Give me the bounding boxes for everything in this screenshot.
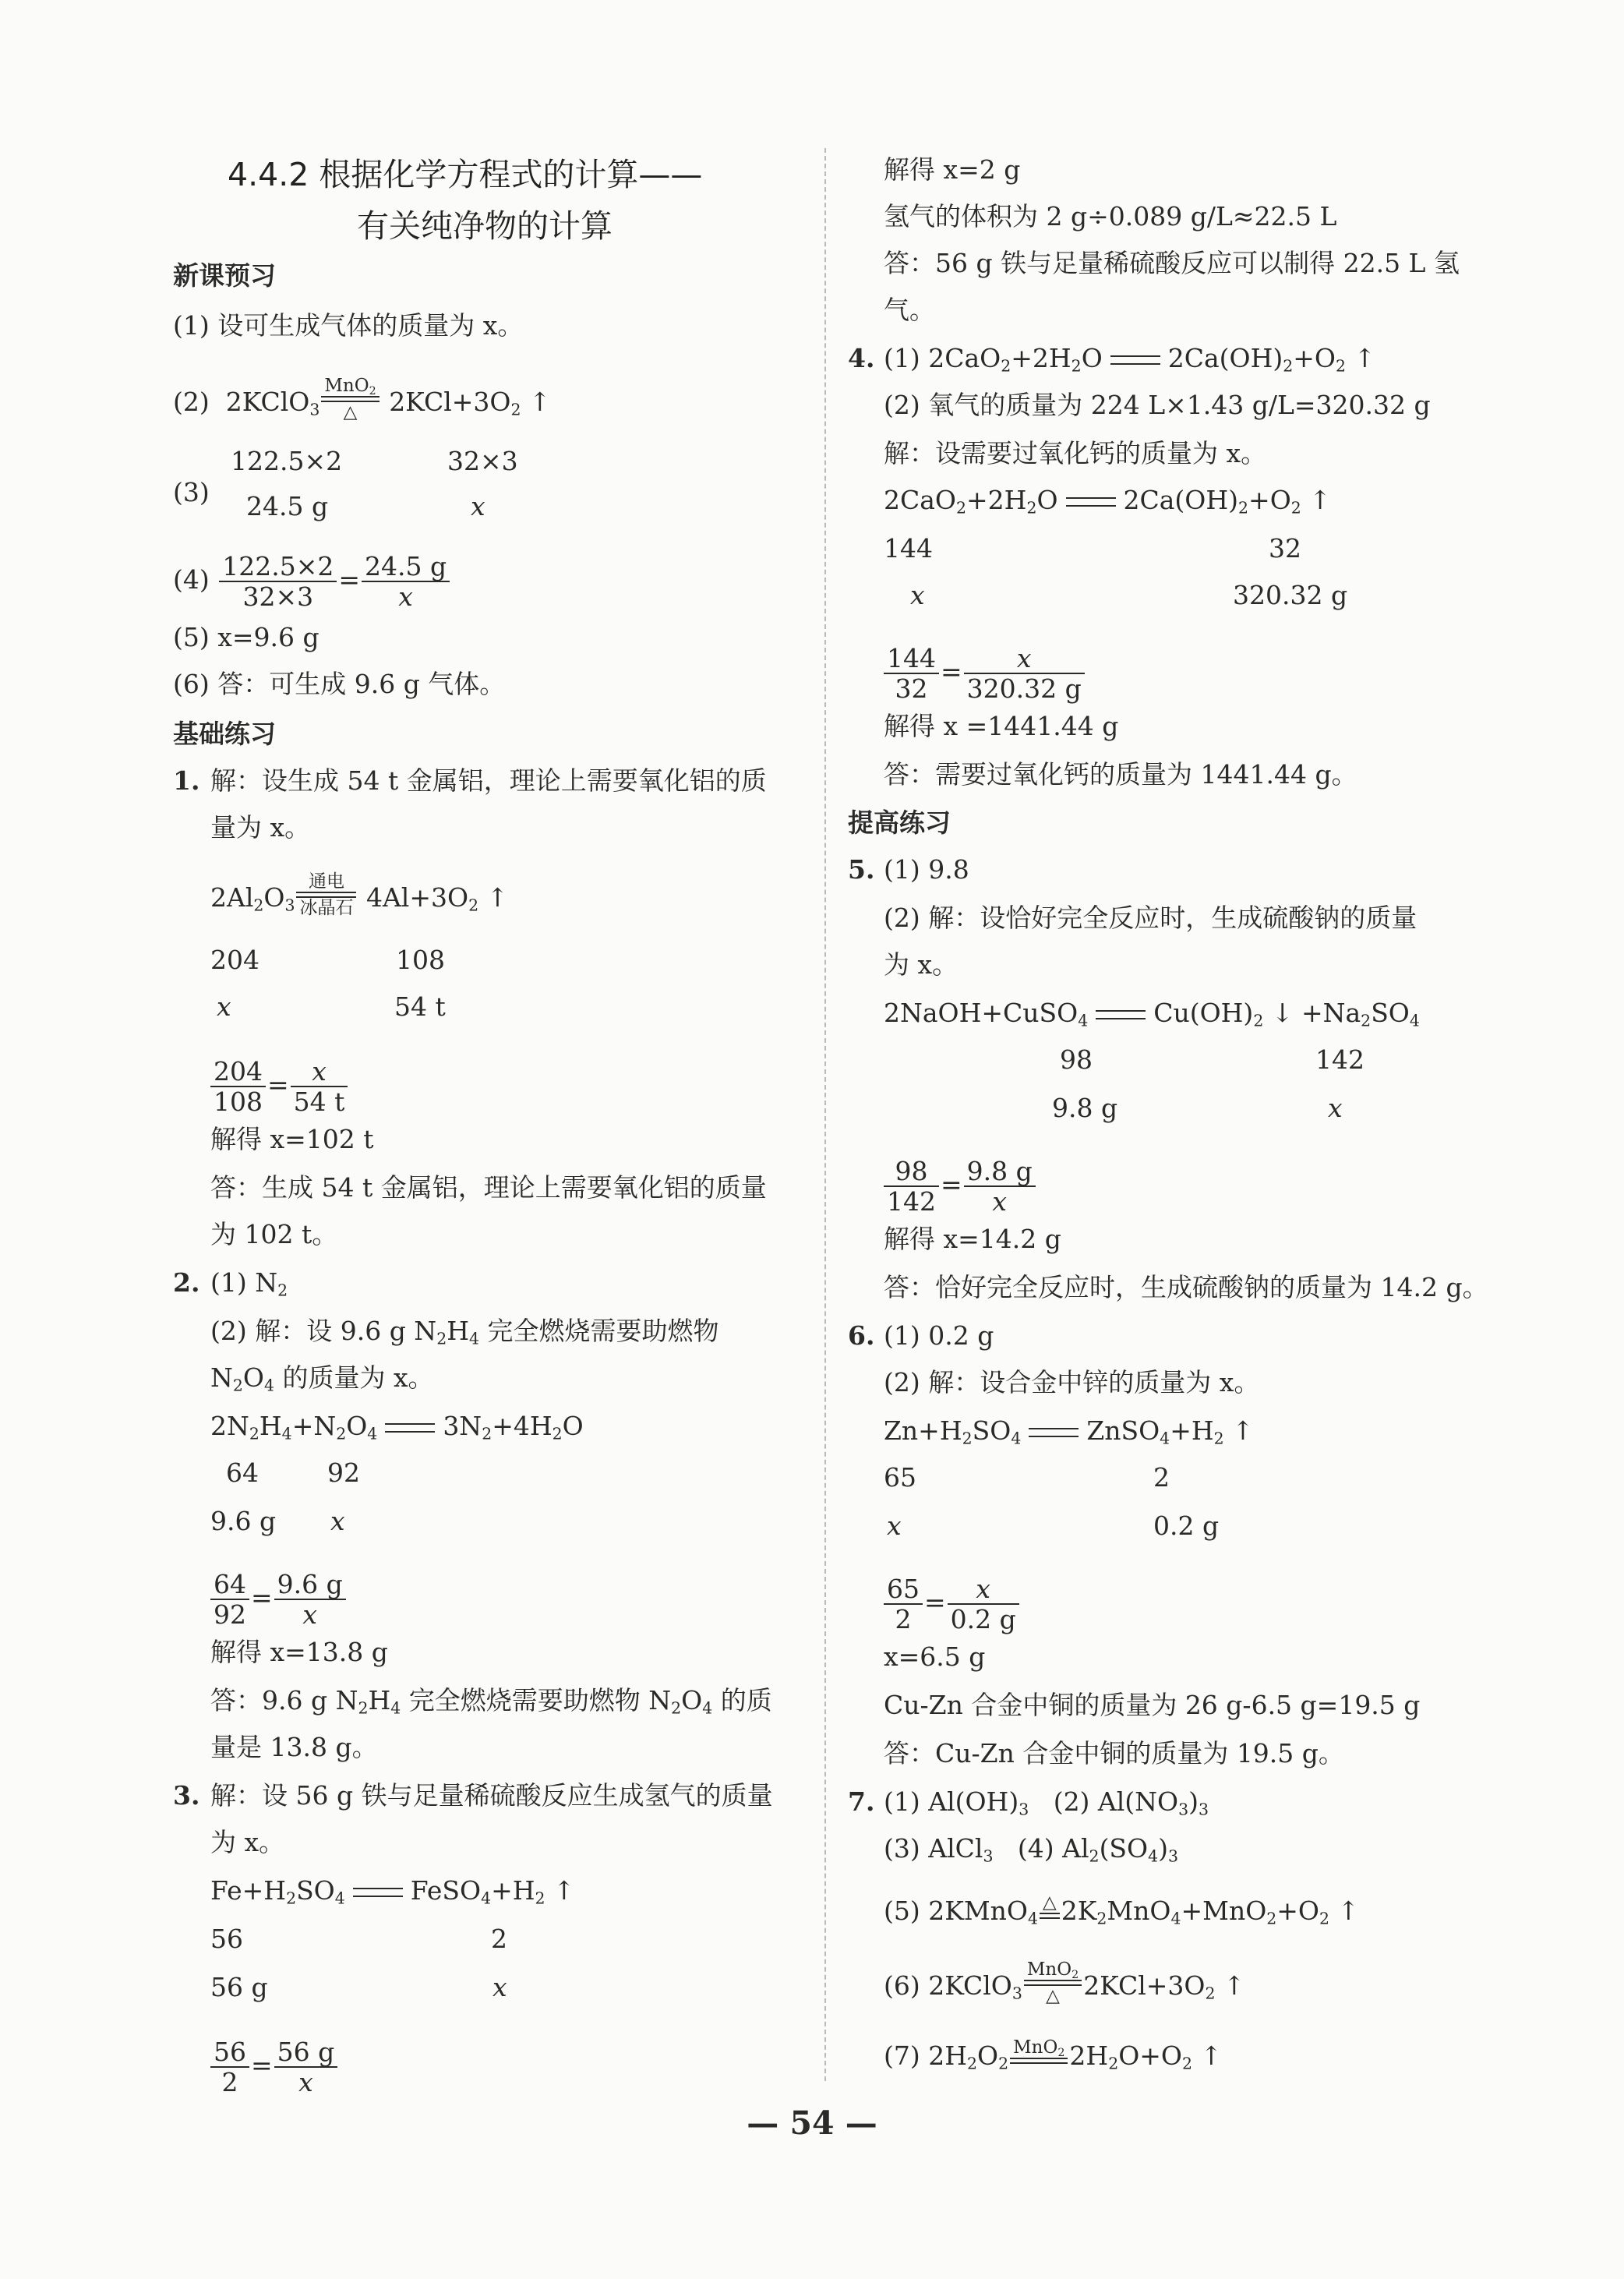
advanced-heading: 提高练习 <box>848 807 951 838</box>
denominator: 32×3 <box>242 581 314 612</box>
text: 的质量为 x。 <box>274 1362 434 1393</box>
q1-line2: 量为 x。 <box>210 812 311 843</box>
section-title-line1: 4.4.2 根据化学方程式的计算—— <box>228 156 703 193</box>
numerator: 64 <box>210 1570 249 1600</box>
fraction-left <box>884 1574 923 1634</box>
q3-mass1: 56 <box>210 1924 243 1954</box>
step-label: (4) <box>173 564 210 595</box>
numerator: 56 <box>210 2037 249 2068</box>
q2-answer-line1: 答：9.6 g $N_2H_4$ 完全燃烧需要助燃物 $N_2O_4$ 的质 <box>210 1685 772 1718</box>
q5-equation: 2NaOH+CuSO$_4$ $Cu(OH)_2$ ↓ $+Na_2SO_4$ <box>884 998 1420 1030</box>
q7-number: 7. <box>848 1786 875 1817</box>
condition-top: MnO <box>1026 1959 1072 1980</box>
reaction-condition <box>1040 1892 1060 1924</box>
q6-answer: 答：Cu-Zn 合金中铜的质量为 19.5 g。 <box>884 1738 1344 1768</box>
q3-line1: 解：设 56 g 铁与足量稀硫酸反应生成氢气的质量 <box>210 1780 773 1811</box>
numerator: 9.8 g <box>964 1157 1036 1187</box>
q2-equation: $2N_2H_4+N_2O_4$ $3N_2+4H_2O$ <box>210 1411 584 1443</box>
q4-part1: (1) $2CaO_2+2H_2O$ $2Ca(OH)_2+O_2$ ↑ <box>884 343 1376 376</box>
text: 完全燃烧需要助燃物 <box>479 1316 719 1346</box>
q1-mass2: 108 <box>396 945 445 975</box>
denominator: 32 <box>895 673 928 704</box>
text: (2) 解：设 9.6 g N <box>210 1316 437 1346</box>
q3-value2: x <box>492 1972 507 2002</box>
denominator: x <box>398 581 413 612</box>
fraction-right <box>274 1570 346 1629</box>
q7-parts-1-2: (1) $Al(OH)_3$ (2) $Al(NO_3)_3$ <box>884 1786 1209 1819</box>
condition-top: △ <box>1043 1892 1057 1913</box>
q2-mass1: 64 <box>226 1458 259 1488</box>
numerator: x <box>964 644 1085 674</box>
denominator: 92 <box>214 1599 246 1630</box>
page-number: — 54 — <box>747 2104 877 2142</box>
fraction-right <box>948 1574 1019 1634</box>
q6-proportion: $\frac{65}{2}$ = $\frac{x}{0.2 g}$ <box>882 1574 1021 1634</box>
q5-mass2: 142 <box>1315 1044 1365 1075</box>
condition-top: 通电 <box>308 871 344 892</box>
denominator: x <box>302 1599 318 1630</box>
q2-value1: 9.6 g <box>210 1506 277 1536</box>
q6-copper-mass: Cu-Zn 合金中铜的质量为 26 g-6.5 g=19.5 g <box>884 1690 1421 1720</box>
equation-right: 2KCl+3O <box>389 387 511 417</box>
q3-proportion: $\frac{56}{2}$ = $\frac{56 g}{x}$ <box>209 2037 339 2097</box>
column-divider <box>824 148 826 2081</box>
numerator: 65 <box>884 1574 923 1605</box>
numerator: 56 g <box>274 2037 338 2068</box>
q4-mass1: 144 <box>884 533 933 564</box>
numerator: 144 <box>884 644 939 674</box>
numerator: 9.6 g <box>274 1570 346 1600</box>
section-title-line2: 有关纯净物的计算 <box>357 207 613 245</box>
gas-arrow: ↑ <box>486 882 509 913</box>
condition-bottom: △ <box>1046 1986 1060 2006</box>
denominator: 2 <box>221 2067 238 2097</box>
equation-right: 4Al+3O <box>365 882 469 913</box>
q4-mass2: 32 <box>1269 533 1301 564</box>
q6-mass2: 2 <box>1153 1462 1170 1493</box>
q5-solve: 解得 x=14.2 g <box>884 1224 1061 1254</box>
fraction-left <box>884 644 939 703</box>
q3-volume: 氢气的体积为 2 g÷0.089 g/L≈22.5 L <box>884 201 1337 231</box>
q2-proportion: $\frac{64}{92}$ = $\frac{9.6 g}{x}$ <box>209 1570 348 1629</box>
numerator: x <box>948 1574 1019 1605</box>
numerator: 204 <box>210 1057 266 1087</box>
text: N <box>210 1362 233 1393</box>
q5-mass1: 98 <box>1060 1044 1093 1075</box>
q7-parts-3-4: (3) AlCl$_3$ (4) $Al_2(SO_4)_3$ <box>884 1833 1179 1866</box>
q6-equation: $Zn+H_2SO_4$ $ZnSO_4+H_2$ ↑ <box>884 1415 1254 1448</box>
q6-number: 6. <box>848 1320 875 1351</box>
q5-value1: 9.8 g <box>1052 1093 1118 1123</box>
q2-answer-line2: 量是 13.8 g。 <box>210 1732 378 1762</box>
preview-step-3-value1: 24.5 g <box>246 491 329 521</box>
denominator: 0.2 g <box>950 1604 1016 1634</box>
denominator: x <box>992 1186 1008 1217</box>
q3-number: 3. <box>173 1780 200 1811</box>
numerator: 122.5×2 <box>219 552 337 582</box>
text: 的质 <box>712 1685 772 1715</box>
numerator: 98 <box>884 1157 939 1187</box>
q1-answer-line2: 为 102 t。 <box>210 1219 338 1249</box>
q2-part2-line2: $N_2O_4$ 的质量为 x。 <box>210 1362 434 1395</box>
q1-solve: 解得 x=102 t <box>210 1124 374 1154</box>
q4-answer: 答：需要过氧化钙的质量为 1441.44 g。 <box>884 759 1357 790</box>
denominator: 54 t <box>293 1086 345 1117</box>
denominator: 142 <box>887 1186 936 1217</box>
fraction-right <box>362 552 450 611</box>
fraction-right <box>964 1157 1036 1216</box>
q3-solve: 解得 x=2 g <box>884 154 1021 185</box>
reaction-condition: MnO$_2$ △ <box>321 376 379 422</box>
preview-step-4: (4) $\frac{122.5\times 2}{32\times 3}$ = $\frac{24.5 g}{x}$ <box>173 552 451 611</box>
q6-value1: x <box>887 1510 902 1541</box>
fraction-right <box>964 644 1085 703</box>
preview-step-6: (6) 答：可生成 9.6 g 气体。 <box>173 669 506 699</box>
q6-part1: (1) 0.2 g <box>884 1320 994 1351</box>
q6-value2: 0.2 g <box>1153 1510 1220 1541</box>
q1-proportion: $\frac{204}{108}$ = $\frac{x}{54 t}$ <box>209 1057 349 1116</box>
condition-bottom: 冰晶石 <box>299 898 354 918</box>
text: 完全燃烧需要助燃物 N <box>401 1685 672 1715</box>
q4-solve: 解得 x =1441.44 g <box>884 711 1119 741</box>
numerator: x <box>291 1057 348 1087</box>
preview-step-2: (2) 2KClO$_3$ MnO$_2$ △ $2KCl+3O_2$ ↑ <box>173 376 551 422</box>
denominator: 2 <box>895 1604 912 1634</box>
q1-answer-line1: 答：生成 54 t 金属铝，理论上需要氧化铝的质量 <box>210 1172 767 1203</box>
q4-setup: 解：设需要过氧化钙的质量为 x。 <box>884 438 1267 468</box>
q7-part7: (7) $2H_2O_2$ MnO$_2$ $2H_2O+O_2$ ↑ <box>884 2037 1223 2073</box>
q6-mass1: 65 <box>884 1462 916 1493</box>
step-label: (2) <box>173 387 210 417</box>
q5-answer: 答：恰好完全反应时，生成硫酸钠的质量为 14.2 g。 <box>884 1272 1488 1302</box>
q1-line1: 解：设生成 54 t 金属铝，理论上需要氧化铝的质 <box>210 765 767 796</box>
denominator: 108 <box>214 1086 263 1117</box>
q5-part2-line1: (2) 解：设恰好完全反应时，生成硫酸钠的质量 <box>884 903 1417 933</box>
preview-step-3-mass2: 32×3 <box>447 446 518 476</box>
q5-part1: (1) 9.8 <box>884 854 969 885</box>
preview-step-3-mass1: 122.5×2 <box>231 446 343 476</box>
q5-number: 5. <box>848 854 875 885</box>
q5-part2-line2: 为 x。 <box>884 949 959 980</box>
fraction-left <box>210 1057 266 1116</box>
q2-part2-line1: (2) 解：设 9.6 g $N_2H_4$ 完全燃烧需要助燃物 <box>210 1316 719 1348</box>
condition-top: MnO <box>324 376 369 396</box>
q5-value2: x <box>1328 1093 1343 1123</box>
denominator: 320.32 g <box>966 673 1082 704</box>
q5-proportion: $\frac{98}{142}$ = $\frac{9.8 g}{x}$ <box>882 1157 1037 1216</box>
basic-heading: 基础练习 <box>173 719 276 749</box>
preview-heading: 新课预习 <box>173 260 276 291</box>
q2-solve: 解得 x=13.8 g <box>210 1637 388 1667</box>
fraction-left <box>219 552 337 611</box>
text: 答：9.6 g N <box>210 1685 358 1715</box>
q6-solve: x=6.5 g <box>884 1641 986 1672</box>
reaction-condition: MnO$_2$ <box>1010 2037 1068 2069</box>
part1-text: (1) N <box>210 1267 278 1298</box>
denominator: x <box>298 2067 313 2097</box>
q3-answer-line2: 气。 <box>884 295 935 325</box>
q3-equation: $Fe+H_2SO_4$ $FeSO_4+H_2$ ↑ <box>210 1875 575 1908</box>
preview-step-1: (1) 设可生成气体的质量为 x。 <box>173 310 524 341</box>
q3-answer-line1: 答：56 g 铁与足量稀硫酸反应可以制得 22.5 L 氢 <box>884 248 1460 278</box>
q2-number: 2. <box>173 1267 200 1298</box>
preview-step-5: (5) x=9.6 g <box>173 622 320 652</box>
q4-value2: 320.32 g <box>1233 580 1348 610</box>
q1-equation: $2Al_2O_3$ 通电 冰晶石 $4Al+3O_2$ ↑ <box>210 871 509 918</box>
q4-value1: x <box>910 580 925 610</box>
q3-value1: 56 g <box>210 1972 268 2002</box>
gas-arrow: ↑ <box>528 387 551 417</box>
fraction-left <box>210 2037 249 2097</box>
q4-equation: $2CaO_2+2H_2O$ $2Ca(OH)_2+O_2$ ↑ <box>884 485 1331 518</box>
q2-value2: x <box>330 1506 345 1536</box>
numerator: 24.5 g <box>362 552 450 582</box>
fraction-right <box>274 2037 338 2097</box>
q6-part2: (2) 解：设合金中锌的质量为 x。 <box>884 1367 1260 1397</box>
q2-part1: (1) $N_2$ <box>210 1267 288 1300</box>
q1-number: 1. <box>173 765 200 796</box>
q2-mass2: 92 <box>327 1458 360 1488</box>
q1-mass1: 204 <box>210 945 259 975</box>
equation-left: 2Al <box>210 882 254 913</box>
q7-part5: (5) 2KMnO$_4$ △ $2K_2MnO_4+MnO_2+O_2$ ↑ <box>884 1892 1360 1928</box>
fraction-left <box>210 1570 249 1629</box>
equation-left: 2KClO <box>225 387 310 417</box>
q4-number: 4. <box>848 343 875 373</box>
preview-step-3-value2: x <box>471 491 485 521</box>
fraction-right <box>291 1057 348 1116</box>
reaction-condition <box>296 871 356 918</box>
q7-part6: (6) 2KClO$_3$ MnO$_2$ △ $2KCl+3O_2$ ↑ <box>884 1959 1245 2006</box>
q1-value2: 54 t <box>394 991 446 1022</box>
q4-proportion: $\frac{144}{32}$ = $\frac{x}{320.32 g}$ <box>882 644 1086 703</box>
preview-step-3-label: (3) <box>173 477 210 507</box>
condition-bottom: △ <box>343 402 358 422</box>
condition-top: MnO <box>1013 2037 1058 2058</box>
q4-part2: (2) 氧气的质量为 224 L×1.43 g/L=320.32 g <box>884 390 1431 420</box>
q3-mass2: 2 <box>491 1924 507 1954</box>
q3-line2: 为 x。 <box>210 1827 285 1857</box>
fraction-left <box>884 1157 939 1216</box>
reaction-condition: MnO$_2$ △ <box>1024 1959 1082 2006</box>
q1-value1: x <box>217 991 231 1022</box>
